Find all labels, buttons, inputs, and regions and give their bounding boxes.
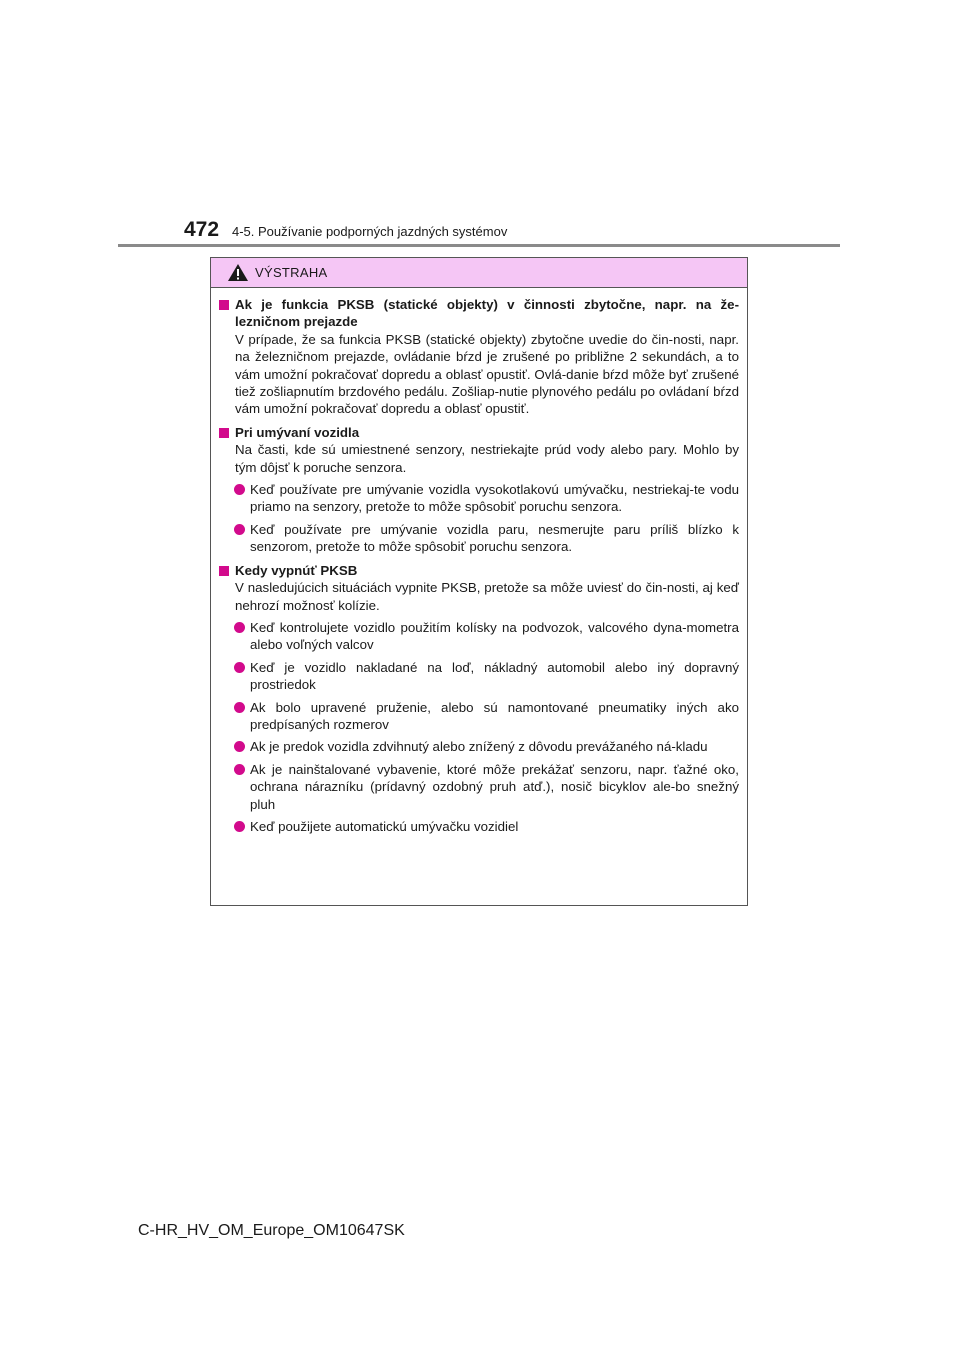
section-title-text: Ak je funkcia PKSB (statické objekty) v činnosti zbytočne, napr. na že-lezničnom prejazde — [235, 297, 739, 330]
warning-title: VÝSTRAHA — [255, 265, 328, 280]
warning-section — [219, 562, 739, 836]
circle-bullet-icon — [234, 764, 245, 775]
section-text: V prípade, že sa funkcia PKSB (statické objekty) zbytočne uvedie do čin-nosti, napr. na železničnom prejazde, ovládanie bŕzd je zrušené po približne 2 sekundách, a to vám umožní pokračovať dopredu a oblasť opustiť. Ovlá-danie bŕzd môže byť zrušené tiež zošliapnutím brzdového pedálu. Zošliap-nutie plynového pedálu po ovládaní bŕzd vám umožní pokračovať dopredu a oblasť opustiť. — [235, 331, 739, 417]
chapter-title: 4-5. Používanie podporných jazdných systémov — [232, 224, 508, 239]
section-title-text: Pri umývaní vozidla — [235, 424, 360, 440]
list-item-text: Ak je predok vozidla zdvihnutý alebo znížený z dôvodu prevážaného ná-kladu — [250, 739, 708, 755]
list-item-text: Ak je nainštalované vybavenie, ktoré môže prekážať senzoru, napr. ťažné oko, ochrana nárazníku (prídavný ozdobný pruh atď.), nosič bicyklov ale-bo snežný pluh — [250, 761, 739, 812]
section-title — [219, 424, 739, 441]
warning-section — [219, 424, 739, 556]
list-item — [219, 659, 739, 694]
page-number: 472 — [184, 218, 220, 241]
warning-triangle-icon — [227, 263, 249, 282]
circle-bullet-icon — [234, 702, 245, 713]
section-title-text: Kedy vypnúť PKSB — [235, 562, 358, 578]
list-item-text: Keď je vozidlo nakladané na loď, nákladný automobil alebo iný dopravný prostriedok — [250, 659, 739, 693]
circle-bullet-icon — [234, 662, 245, 673]
warning-body — [211, 288, 747, 835]
list-item — [219, 521, 739, 556]
warning-box — [210, 257, 748, 906]
section-text: V nasledujúcich situáciách vypnite PKSB, pretože sa môže uviesť do čin-nosti, aj keď nehrozí možnosť kolízie. — [235, 580, 739, 613]
list-item — [219, 619, 739, 654]
list-item-text: Keď používate pre umývanie vozidla paru, nesmerujte paru príliš blízko k senzorom, pretože to môže spôsobiť poruchu senzora. — [250, 521, 739, 555]
circle-bullet-icon — [234, 484, 245, 495]
list-item-text: Keď používate pre umývanie vozidla vysokotlakovú umývačku, nestriekaj-te vodu priamo na senzory, pretože to môže spôsobiť poruchu senzora. — [250, 482, 739, 515]
circle-bullet-icon — [234, 622, 245, 633]
list-item — [219, 818, 739, 835]
header-divider — [118, 244, 840, 247]
list-item — [219, 761, 739, 813]
section-title — [219, 562, 739, 579]
square-bullet-icon — [219, 428, 229, 438]
circle-bullet-icon — [234, 741, 245, 752]
list-item-text: Keď použijete automatickú umývačku vozidiel — [250, 818, 519, 834]
section-title — [219, 296, 739, 331]
list-item — [219, 699, 739, 734]
warning-header — [211, 258, 747, 288]
square-bullet-icon — [219, 300, 229, 310]
list-item-text: Ak bolo upravené pruženie, alebo sú namontované pneumatiky iných ako predpísaných rozmerov — [250, 699, 739, 732]
list-item — [219, 481, 739, 516]
circle-bullet-icon — [234, 821, 245, 832]
document-id: C-HR_HV_OM_Europe_OM10647SK — [138, 1222, 405, 1239]
warning-section — [219, 296, 739, 418]
section-text: Na časti, kde sú umiestnené senzory, nestriekajte prúd vody alebo pary. Mohlo by tým dôjsť k poruche senzora. — [235, 442, 739, 475]
list-item-text: Keď kontrolujete vozidlo použitím kolísky na podvozok, valcového dyna-mometra alebo voľných valcov — [250, 619, 739, 653]
square-bullet-icon — [219, 566, 229, 576]
circle-bullet-icon — [234, 524, 245, 535]
list-item — [219, 738, 739, 755]
